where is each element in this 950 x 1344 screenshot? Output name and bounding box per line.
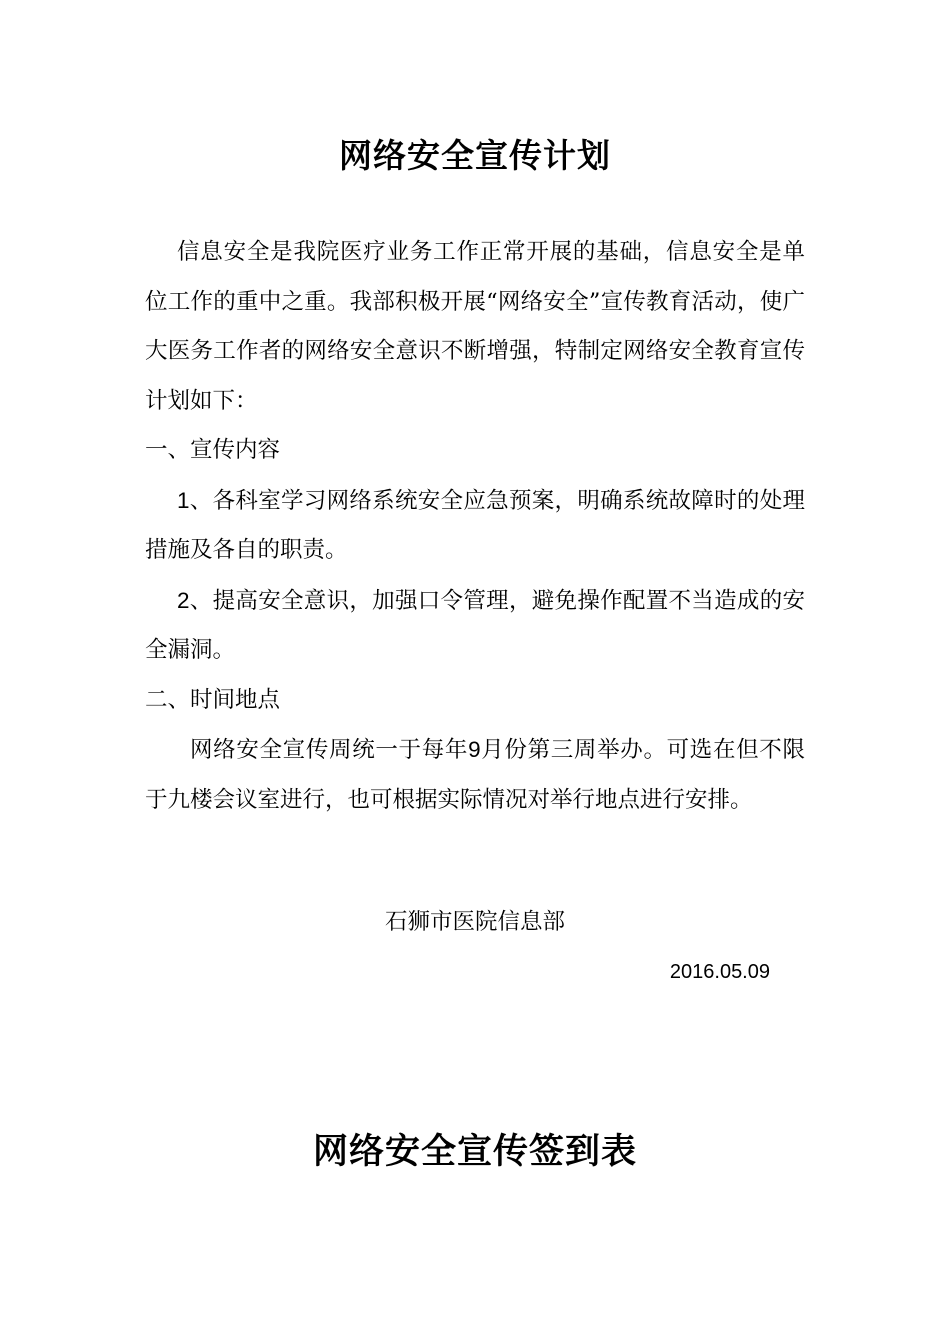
item-2-number: 2 [177, 587, 190, 613]
item-1-text: 、各科室学习网络系统安全应急预案，明确系统故障时的处理措施及各自的职责。 [145, 487, 805, 563]
section-1-item-2 [145, 576, 805, 676]
item-2-text: 、提高安全意识，加强口令管理，避免操作配置不当造成的安全漏洞。 [145, 587, 805, 663]
section-2-text-before: 网络安全宣传周统一于每年 [190, 737, 469, 763]
document-title: 网络安全宣传计划 [339, 136, 611, 175]
section-1-heading: 一、宣传内容 [145, 437, 281, 463]
item-1-number: 1 [177, 487, 190, 513]
signature-date: 2016.05.09 [669, 961, 770, 983]
document-body [145, 228, 805, 825]
section-2-text-after: 月份第三周举办。可选在但不限于九楼会议室进行，也可根据实际情况对举行地点进行安排。 [145, 737, 805, 813]
signature-department: 石狮市医院信息部 [384, 909, 565, 935]
section-2-paragraph [145, 725, 805, 825]
intro-paragraph: 信息安全是我院医疗业务工作正常开展的基础，信息安全是单位工作的重中之重。我部积极开展“网络安全”宣传教育活动，使广大医务工作者的网络安全意识不断增强，特制定网络安全教育宣传计划如下： [145, 239, 805, 414]
second-document-title: 网络安全宣传签到表 [312, 1132, 637, 1172]
section-1-item-1 [145, 476, 805, 576]
section-2-heading: 二、时间地点 [145, 686, 281, 713]
section-2-month: 9 [468, 737, 481, 762]
